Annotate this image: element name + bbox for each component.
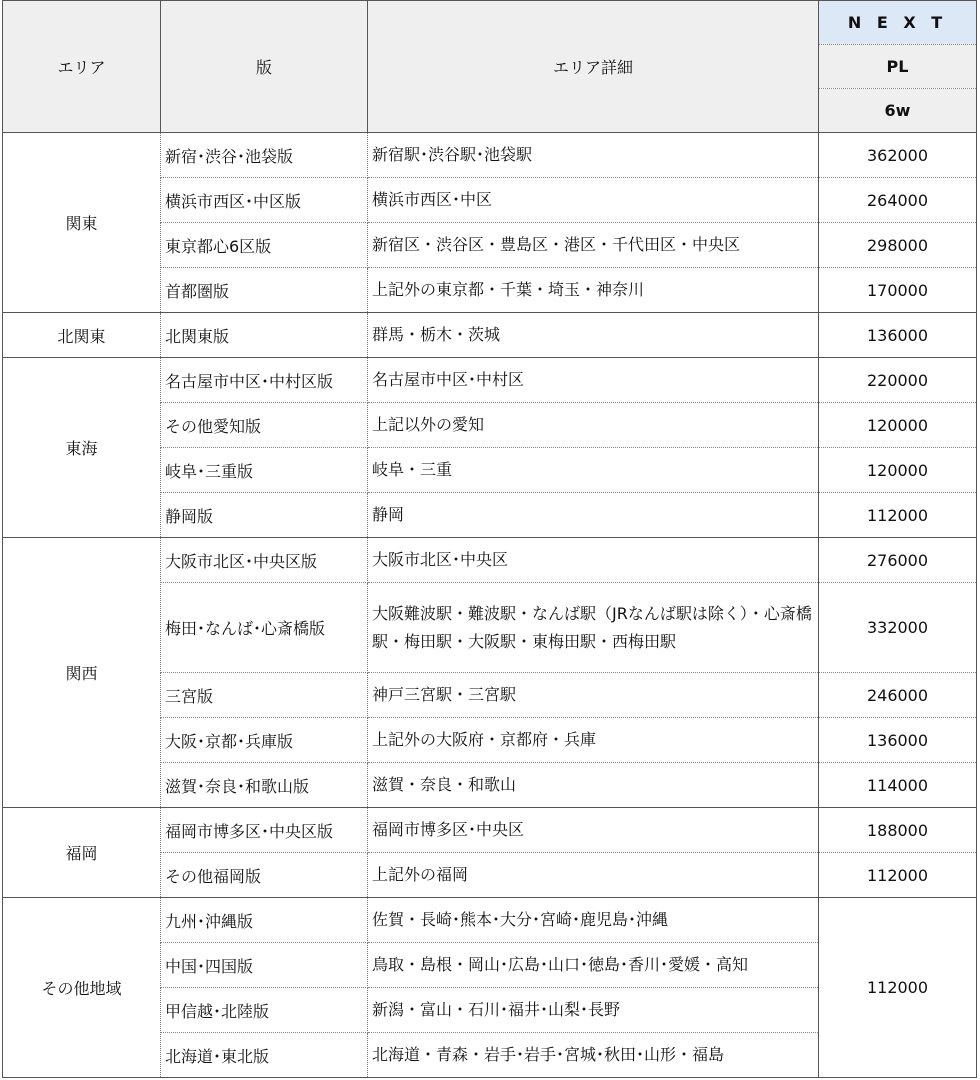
edition-cell: 福岡市博多区･中央区版 — [161, 808, 368, 853]
price-cell: 136000 — [819, 313, 977, 358]
price-cell: 246000 — [819, 673, 977, 718]
price-cell: 170000 — [819, 268, 977, 313]
edition-cell: 滋賀･奈良･和歌山版 — [161, 763, 368, 808]
price-cell: 276000 — [819, 538, 977, 583]
detail-cell: 上記外の大阪府・京都府・兵庫 — [368, 718, 819, 763]
area-cell: その他地域 — [3, 898, 161, 1078]
price-cell: 188000 — [819, 808, 977, 853]
detail-cell: 新潟・富山・石川･福井･山梨･長野 — [368, 988, 819, 1033]
price-cell: 120000 — [819, 403, 977, 448]
edition-cell: 三宮版 — [161, 673, 368, 718]
area-cell: 関西 — [3, 538, 161, 808]
edition-cell: 横浜市西区･中区版 — [161, 178, 368, 223]
detail-cell: 北海道・青森・岩手･岩手･宮城･秋田･山形・福島 — [368, 1033, 819, 1078]
edition-cell: 東京都心6区版 — [161, 223, 368, 268]
price-cell: 120000 — [819, 448, 977, 493]
edition-cell: 首都圏版 — [161, 268, 368, 313]
area-cell: 福岡 — [3, 808, 161, 898]
edition-cell: 北海道･東北版 — [161, 1033, 368, 1078]
detail-cell: 静岡 — [368, 493, 819, 538]
detail-cell: 上記以外の愛知 — [368, 403, 819, 448]
detail-cell: 横浜市西区･中区 — [368, 178, 819, 223]
price-cell: 298000 — [819, 223, 977, 268]
detail-cell: 新宿駅･渋谷駅･池袋駅 — [368, 133, 819, 178]
header-period: 6w — [819, 89, 977, 133]
detail-cell: 神戸三宮駅・三宮駅 — [368, 673, 819, 718]
table-row — [3, 898, 977, 943]
price-cell: 362000 — [819, 133, 977, 178]
edition-cell: 九州･沖縄版 — [161, 898, 368, 943]
price-cell: 136000 — [819, 718, 977, 763]
edition-cell: 岐阜･三重版 — [161, 448, 368, 493]
price-cell: 112000 — [819, 853, 977, 898]
edition-cell: 北関東版 — [161, 313, 368, 358]
table-row — [3, 313, 977, 358]
price-cell: 220000 — [819, 358, 977, 403]
edition-cell: 名古屋市中区･中村区版 — [161, 358, 368, 403]
price-cell: 114000 — [819, 763, 977, 808]
header-pl: PL — [819, 45, 977, 89]
detail-cell: 岐阜・三重 — [368, 448, 819, 493]
area-cell: 東海 — [3, 358, 161, 538]
header-detail: エリア詳細 — [368, 1, 819, 133]
edition-cell: 甲信越･北陸版 — [161, 988, 368, 1033]
price-cell: 332000 — [819, 583, 977, 673]
edition-cell: 梅田･なんば･心斎橋版 — [161, 583, 368, 673]
edition-cell: その他愛知版 — [161, 403, 368, 448]
price-cell: 264000 — [819, 178, 977, 223]
edition-cell: 大阪市北区･中央区版 — [161, 538, 368, 583]
edition-cell: 新宿･渋谷･池袋版 — [161, 133, 368, 178]
detail-cell: 上記外の東京都・千葉・埼玉・神奈川 — [368, 268, 819, 313]
detail-cell: 大阪市北区･中央区 — [368, 538, 819, 583]
detail-cell: 滋賀・奈良・和歌山 — [368, 763, 819, 808]
edition-cell: 大阪･京都･兵庫版 — [161, 718, 368, 763]
price-cell: 112000 — [819, 493, 977, 538]
detail-cell: 名古屋市中区･中村区 — [368, 358, 819, 403]
detail-cell: 福岡市博多区･中央区 — [368, 808, 819, 853]
edition-cell: その他福岡版 — [161, 853, 368, 898]
table-row — [3, 133, 977, 178]
detail-cell: 大阪難波駅・難波駅・なんば駅（JRなんば駅は除く）・心斎橋駅・梅田駅・大阪駅・東梅田駅・西梅田駅 — [368, 583, 819, 673]
detail-cell: 新宿区・渋谷区・豊島区・港区・千代田区・中央区 — [368, 223, 819, 268]
detail-cell: 鳥取・島根・岡山･広島･山口･徳島･香川･愛媛・高知 — [368, 943, 819, 988]
table-row — [3, 538, 977, 583]
table-row — [3, 808, 977, 853]
edition-cell: 中国･四国版 — [161, 943, 368, 988]
area-cell: 関東 — [3, 133, 161, 313]
area-cell: 北関東 — [3, 313, 161, 358]
detail-cell: 上記外の福岡 — [368, 853, 819, 898]
price-cell: 112000 — [819, 898, 977, 1078]
header-next: N E X T — [819, 1, 977, 45]
header-edition: 版 — [161, 1, 368, 133]
edition-cell: 静岡版 — [161, 493, 368, 538]
header-area: エリア — [3, 1, 161, 133]
pricing-table — [2, 0, 977, 1078]
table-row — [3, 358, 977, 403]
detail-cell: 群馬・栃木・茨城 — [368, 313, 819, 358]
detail-cell: 佐賀・長崎･熊本･大分･宮崎･鹿児島･沖縄 — [368, 898, 819, 943]
